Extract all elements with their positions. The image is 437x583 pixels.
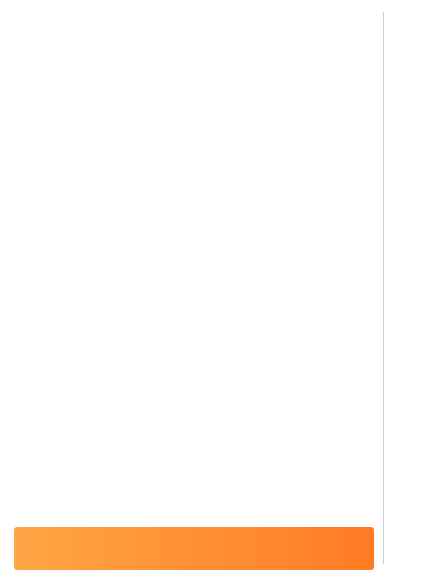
- list-entry-2: [18, 39, 378, 61]
- list-entry-8: [18, 225, 378, 247]
- list-entry-5: [18, 132, 378, 154]
- list-entry-12: [18, 349, 378, 371]
- entries-column: [18, 8, 378, 578]
- list-entry-6: [18, 163, 378, 185]
- list-entry-11: [18, 318, 378, 340]
- list-entry-9: [18, 256, 378, 278]
- list-entry-3: [18, 70, 378, 92]
- list-entry-1: [18, 8, 378, 30]
- page-vertical-rule: [383, 12, 384, 564]
- list-entry-10: [18, 287, 378, 309]
- list-entry-4: [18, 101, 378, 123]
- list-entry-7: [18, 194, 378, 216]
